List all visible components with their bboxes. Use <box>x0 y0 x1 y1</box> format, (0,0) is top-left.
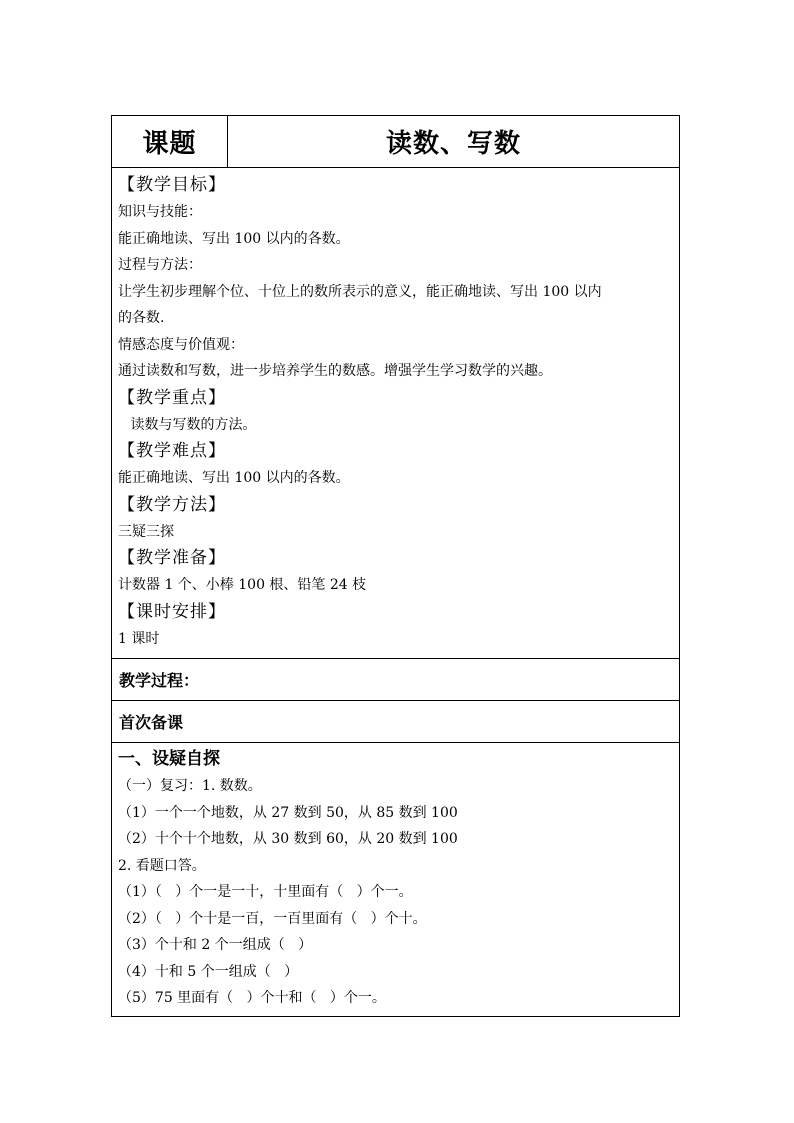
key-point-text: 读数与写数的方法。 <box>126 416 257 433</box>
objectives-heading: 【教学目标】 <box>118 175 226 195</box>
title-row <box>112 116 680 168</box>
difficulty-heading: 【教学难点】 <box>118 441 226 461</box>
schedule-text: 1 课时 <box>118 630 160 647</box>
objectives-row <box>112 168 680 659</box>
difficulty-text: 能正确地读、写出 100 以内的各数。 <box>118 470 350 486</box>
method-heading: 【教学方法】 <box>118 494 226 515</box>
preparation-heading: 【教学准备】 <box>118 548 226 568</box>
method-text: 三疑三探 <box>118 523 174 540</box>
objective-line: 能正确地读、写出 100 以内的各数。 <box>118 230 350 247</box>
teaching-process-label: 教学过程： <box>112 659 680 701</box>
objective-line: 的各数. <box>118 310 165 326</box>
process-line: （3）个十和 2 个一组成（ ） <box>118 937 313 953</box>
process-line: （1）一个一个地数，从 27 数到 50，从 85 数到 100 <box>118 804 458 821</box>
process-line: （1）（ ）个一是一十，十里面有（ ）个一。 <box>118 884 413 900</box>
process-line: （2）（ ）个十是一百，一百里面有（ ）个十。 <box>118 910 427 927</box>
lesson-plan-page <box>111 115 680 1017</box>
process-cell <box>112 743 680 1017</box>
process-line: （2）十个十个地数，从 30 数到 60，从 20 数到 100 <box>118 831 458 847</box>
objective-line: 通过读数和写数，进一步培养学生的数感。增强学生学习数学的兴趣。 <box>118 363 552 379</box>
objective-line: 让学生初步理解个位、十位上的数所表示的意义，能正确地读、写出 100 以内 <box>118 283 602 300</box>
objective-line: 情感态度与价值观： <box>118 336 244 353</box>
lesson-plan-table <box>111 115 680 1017</box>
process-heading: 一、设疑自探 <box>118 749 220 769</box>
process-line: （5）75 里面有（ ）个十和（ ）个一。 <box>118 990 386 1006</box>
process-line: 2. 看题口答。 <box>118 857 206 874</box>
topic-title: 读数、写数 <box>228 116 680 168</box>
first-prep-label: 首次备课 <box>112 701 680 743</box>
process-row <box>112 743 680 1017</box>
first-prep-row <box>112 701 680 743</box>
schedule-heading: 【课时安排】 <box>118 601 226 622</box>
objective-line: 知识与技能： <box>118 204 202 220</box>
key-point-heading: 【教学重点】 <box>118 387 226 408</box>
process-line: （4）十和 5 个一组成（ ） <box>118 963 299 980</box>
objectives-cell <box>112 168 680 659</box>
process-label-row <box>112 659 680 701</box>
process-line: （一）复习：1. 数数。 <box>118 778 262 794</box>
preparation-text: 计数器 1 个、小棒 100 根、铅笔 24 枝 <box>118 577 367 593</box>
topic-label: 课题 <box>112 116 228 168</box>
objective-line: 过程与方法： <box>118 257 202 273</box>
